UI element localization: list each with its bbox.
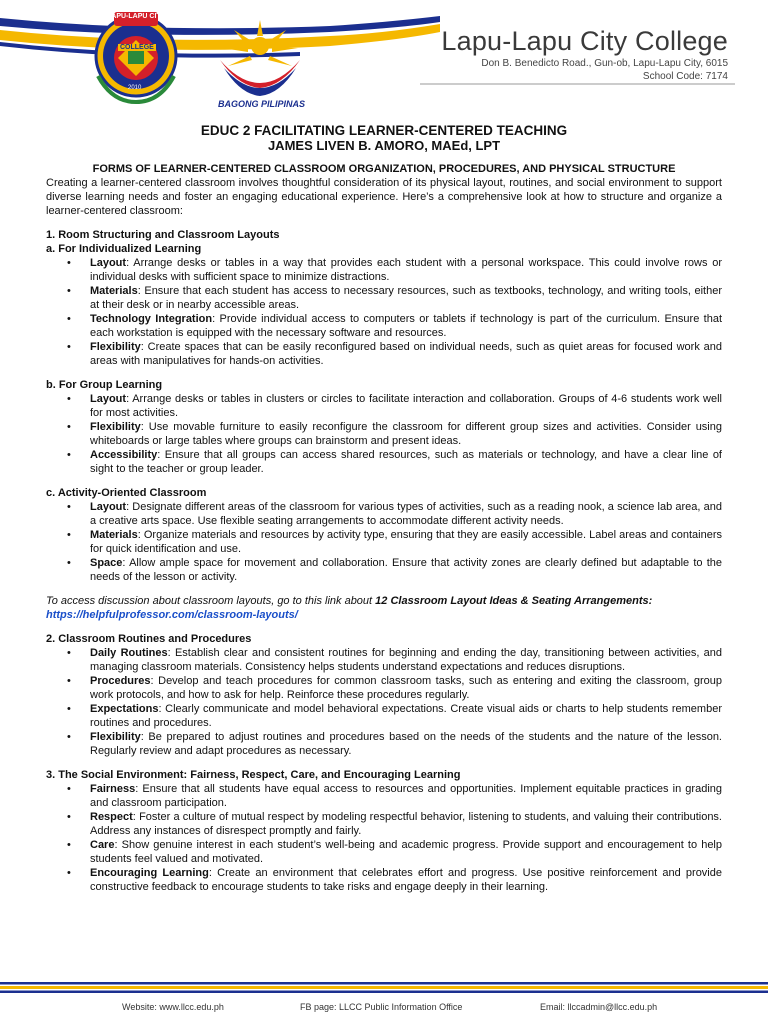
- reference-paragraph: To access discussion about classroom layouts, go to this link about 12 Classroom Layout Ideas & Seating Arrangements: https://helpfulprofessor.com/classroom-layouts/: [46, 595, 653, 621]
- section-1b-list: [46, 392, 722, 476]
- list-item: • Layout: Arrange desks or tables in a way that provides each student with a personal workspace. This could involve rows or individual desks with sufficient space to minimize distractions.: [90, 256, 722, 284]
- letterhead: [0, 0, 768, 118]
- footer-fb-page: FB page: LLCC Public Information Office: [300, 1002, 463, 1012]
- footer-stripes: [0, 982, 768, 996]
- section-1a-list: [46, 256, 722, 368]
- list-item: • Respect: Foster a culture of mutual respect by modeling respectful behavior, listening to students, and valuing their contributions. Address any instances of disrespect promptly and fairly.: [90, 810, 722, 838]
- list-item: • Layout: Designate different areas of the classroom for various types of activities, such as a reading nook, a science lab area, and a creative arts space. Use flexible seating arrangements to accommodate different activity needs.: [90, 500, 722, 528]
- course-title: EDUC 2 FACILITATING LEARNER-CENTERED TEACHING: [200, 123, 568, 138]
- list-item: • Care: Show genuine interest in each student’s well-being and academic progress. Provide support and encouragement to help students feel valued and motivated.: [90, 838, 722, 866]
- list-item: • Materials: Ensure that each student has access to necessary resources, such as textbooks, technology, and writing tools, either at their desk or in nearby accessible areas.: [90, 284, 722, 312]
- section-3-heading: 3. The Social Environment: Fairness, Respect, Care, and Encouraging Learning: [46, 769, 461, 781]
- seal-year: 2010: [128, 85, 142, 91]
- list-item: • Accessibility: Ensure that all groups can access shared resources, such as materials or technology, and have a clear line of sight to the teacher or group leader.: [90, 448, 722, 476]
- school-code: School Code: 7174: [642, 71, 728, 82]
- llcc-seal-logo: [92, 6, 180, 106]
- list-item: • Flexibility: Be prepared to adjust routines and procedures based on the needs of the students and the nature of the lesson. Regularly review and adapt procedures as necessary.: [90, 730, 722, 758]
- classroom-layouts-link[interactable]: https://helpfulprofessor.com/classroom-layouts/: [46, 609, 298, 621]
- seal-text-top: LAPU-LAPU CITY: [107, 13, 166, 20]
- section-3-list: [46, 782, 722, 894]
- list-item: • Flexibility: Create spaces that can be easily reconfigured based on individual needs, such as quiet areas for focused work and areas with manipulatives for hands-on activities.: [90, 340, 722, 368]
- footer-website: Website: www.llcc.edu.ph: [122, 1002, 224, 1012]
- list-item: • Expectations: Clearly communicate and model behavioral expectations. Create visual aids or charts to help students remember routines and procedures.: [90, 702, 722, 730]
- list-item: • Procedures: Develop and teach procedures for common classroom tasks, such as entering and exiting the classroom, group work protocols, and how to ask for help. Reinforce these procedures regularly.: [90, 674, 722, 702]
- section-1c-list: [46, 500, 722, 584]
- list-item: • Fairness: Ensure that all students have equal access to resources and opportunities. Implement equitable practices in grading and classroom participation.: [90, 782, 722, 810]
- school-name: Lapu-Lapu City College: [441, 26, 728, 56]
- list-item: • Encouraging Learning: Create an environment that celebrates effort and progress. Use positive reinforcement and provide constructive feedback to encourage students to take risks and engage deeply in their learning.: [90, 866, 722, 894]
- bagong-pilipinas-label: BAGONG PILIPINAS: [218, 99, 306, 109]
- seal-text-mid: COLLEGE: [120, 44, 154, 51]
- handout-subtitle: FORMS OF LEARNER-CENTERED CLASSROOM ORGANIZATION, PROCEDURES, AND PHYSICAL STRUCTURE: [92, 163, 676, 175]
- list-item: • Materials: Organize materials and resources by activity type, ensuring that they are easily accessible. Label areas and containers for quick identification and use.: [90, 528, 722, 556]
- list-item: • Layout: Arrange desks or tables in clusters or circles to facilitate interaction and collaboration. Groups of 4-6 students work well for most activities.: [90, 392, 722, 420]
- section-1-heading: 1. Room Structuring and Classroom Layouts: [46, 229, 280, 241]
- section-2-list: [46, 646, 722, 758]
- instructor-name: JAMES LIVEN B. AMORO, MAEd, LPT: [267, 138, 501, 153]
- footer-email: Email: llccadmin@llcc.edu.ph: [540, 1002, 658, 1012]
- section-1a-heading: a. For Individualized Learning: [46, 243, 202, 255]
- section-2-heading: 2. Classroom Routines and Procedures: [46, 633, 252, 645]
- list-item: • Daily Routines: Establish clear and consistent routines for beginning and ending the day, transitioning between activities, and managing classroom materials. Consistency helps students understand expectations and reduces disruptions.: [90, 646, 722, 674]
- list-item: • Space: Allow ample space for movement and collaboration. Ensure that activity zones are clearly defined but adaptable to the needs of the lesson or activity.: [90, 556, 722, 584]
- list-item: • Technology Integration: Provide individual access to computers or tablets if technology is part of the curriculum. Ensure that each workstation is equipped with the necessary software and resources.: [90, 312, 722, 340]
- school-address: Don B. Benedicto Road., Gun-ob, Lapu-Lapu City, 6015: [481, 58, 728, 69]
- list-item: • Flexibility: Use movable furniture to easily reconfigure the classroom for different group sizes and activities. Consider using whiteboards or large tables where groups can brainstorm and present ideas.: [90, 420, 722, 448]
- section-1b-heading: b. For Group Learning: [46, 379, 163, 391]
- section-1c-heading: c. Activity-Oriented Classroom: [46, 487, 207, 499]
- intro-paragraph: Creating a learner-centered classroom involves thoughtful consideration of its physical layout, routines, and social environment to support diverse learning needs and foster an engaging educational experience. Here’s a comprehensive look at how to structure and organize a learner-centered classroom:: [46, 177, 722, 217]
- bagong-pilipinas-logo: [212, 16, 308, 98]
- document-body: [46, 123, 722, 894]
